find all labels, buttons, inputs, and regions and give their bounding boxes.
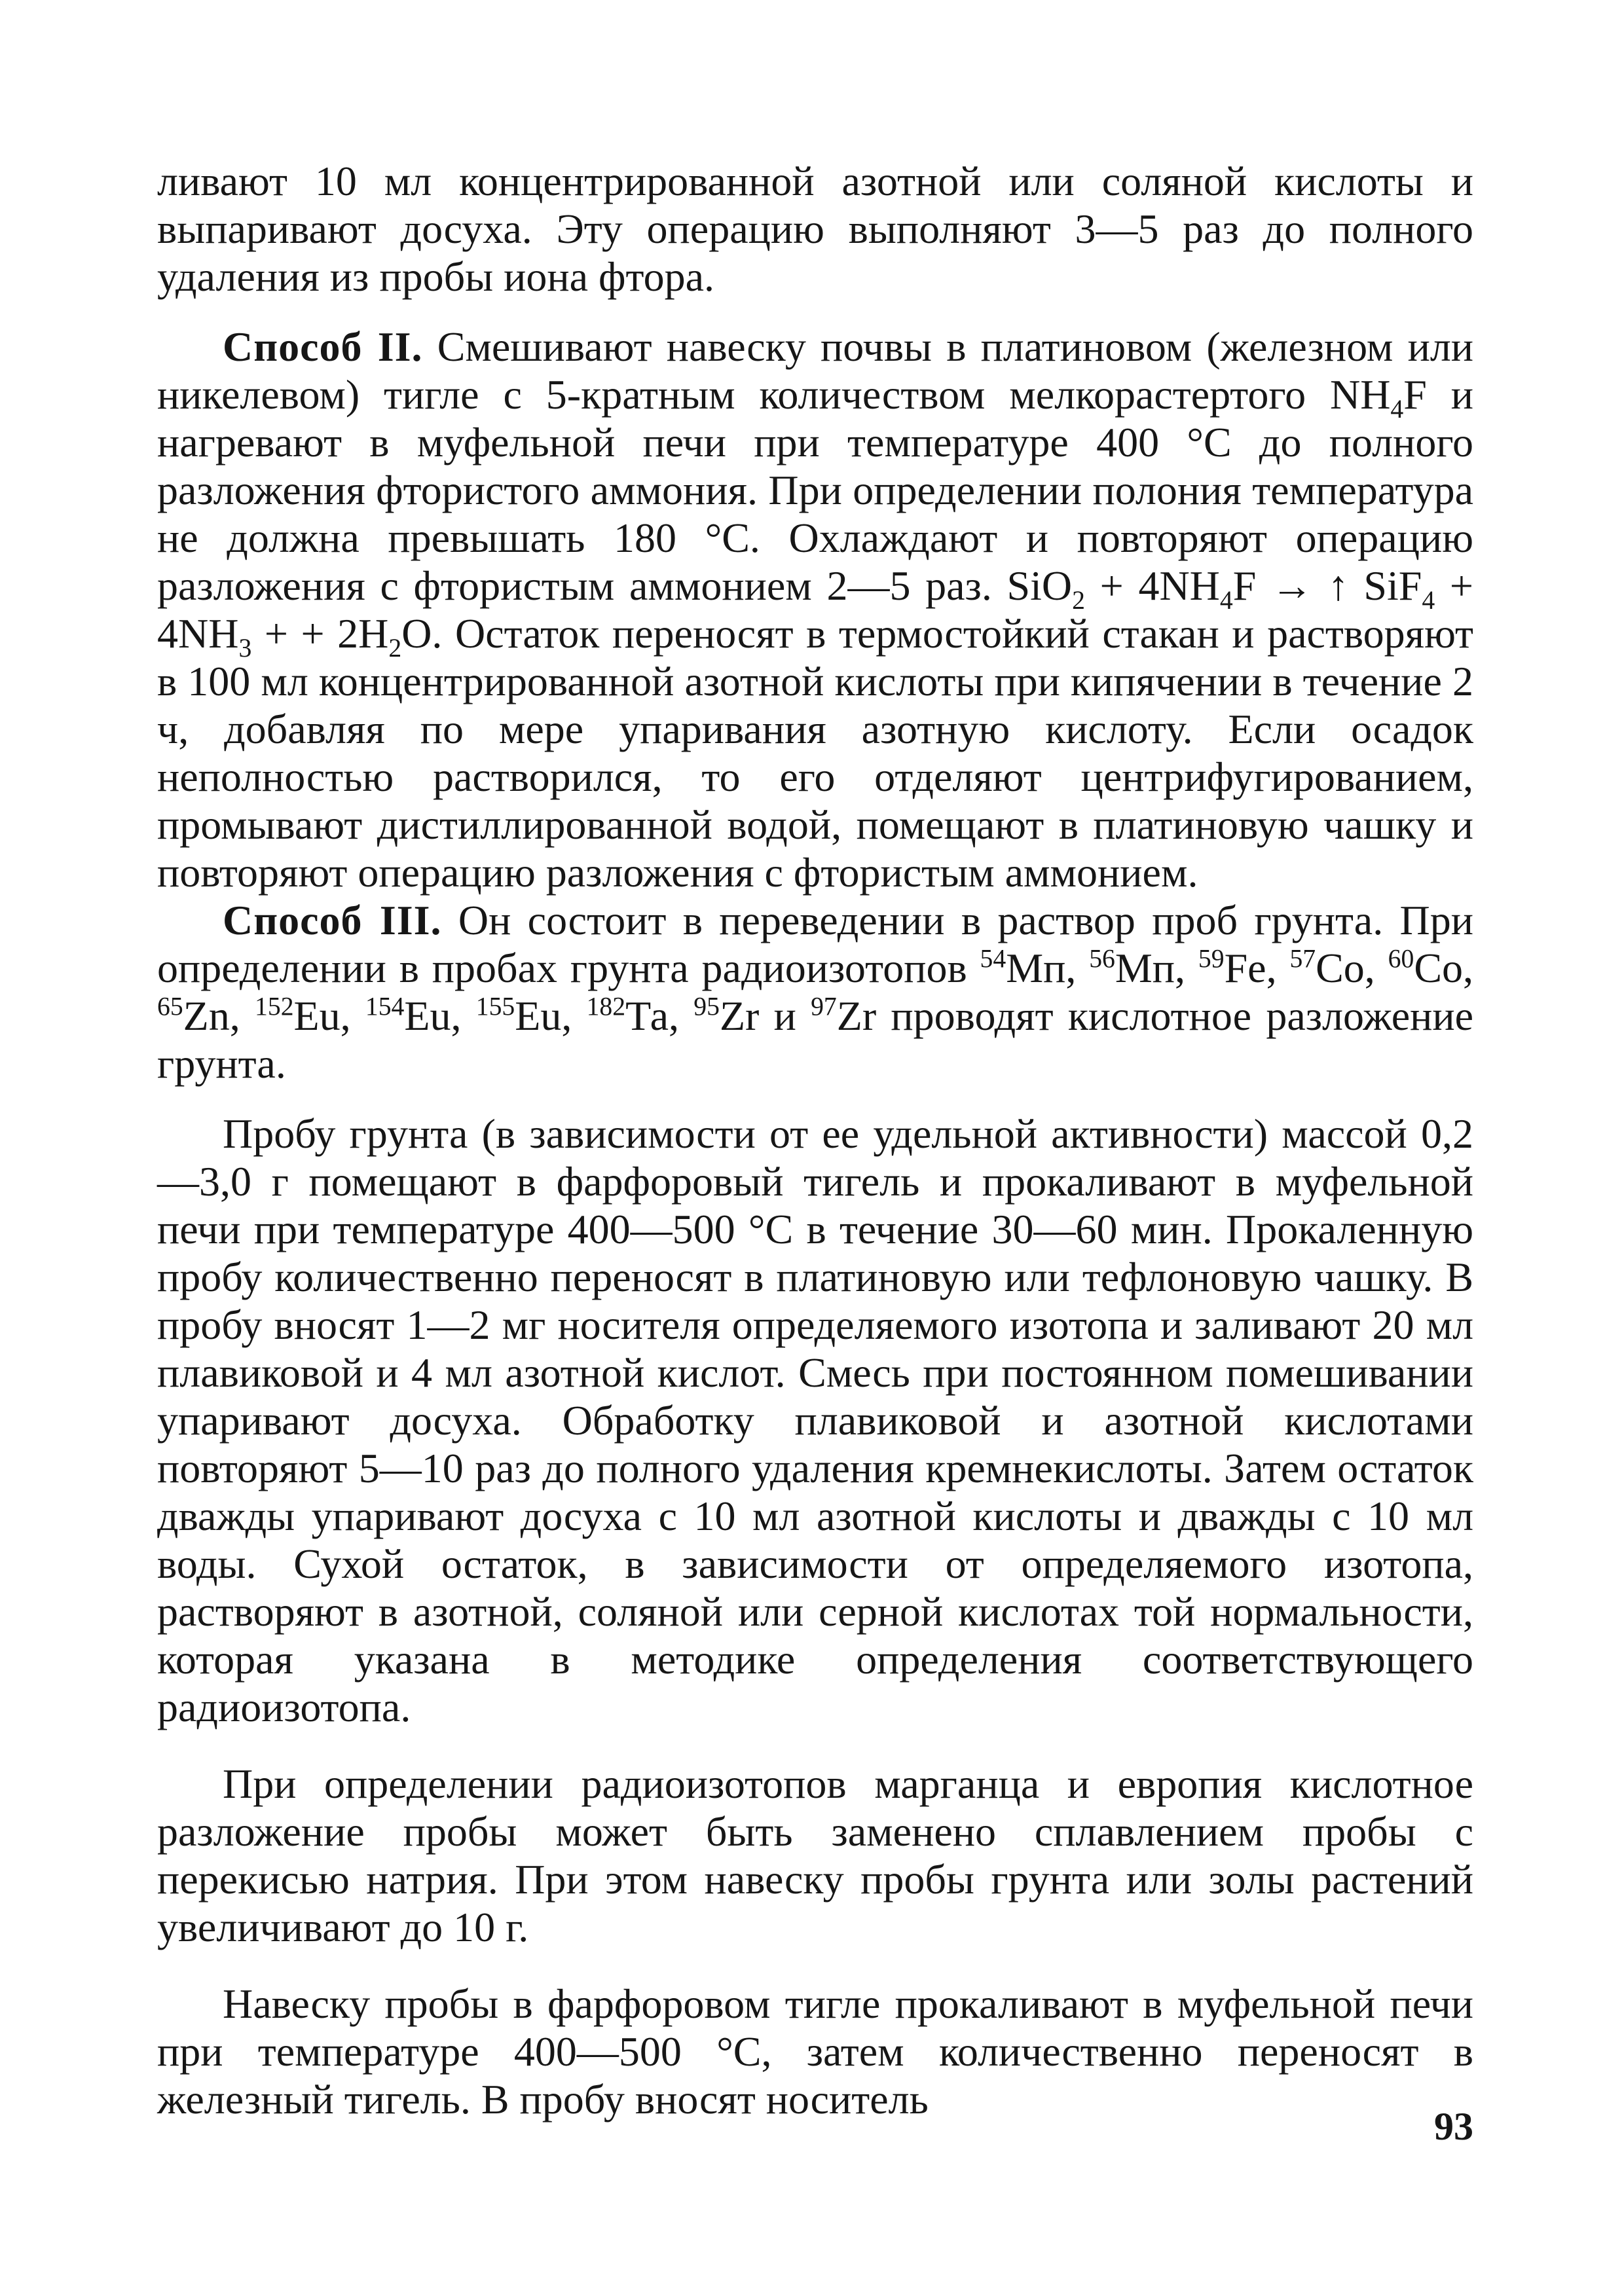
isotope-mn: Мп, <box>1006 945 1090 991</box>
isotope-eu: Eu, <box>515 993 587 1039</box>
page-number: 93 <box>1434 2105 1473 2148</box>
paragraph-1-text: ливают 10 мл концентрированной азотной или соляной кислоты и выпаривают досуха. Эту операцию выполняют 3—5 раз до полного удаления из пробы иона фтора. <box>157 158 1473 300</box>
isotope-mass-56: 56 <box>1089 944 1115 974</box>
isotope-mass-57: 57 <box>1289 944 1316 974</box>
isotope-mass-60: 60 <box>1388 944 1414 974</box>
subscript-4: 4 <box>1219 585 1233 615</box>
method-3-heading: Способ III. <box>223 897 442 943</box>
paragraph-6-text: Навеску пробы в фарфоровом тигле прокаливают в муфельной печи при температуре 400—500 °С, затем количественно переносят в железный тигель. В пробу вносят носитель <box>157 1980 1473 2123</box>
subscript-2: 2 <box>1072 585 1085 615</box>
isotope-zr: Zr и <box>719 993 811 1039</box>
method-2-text-part-5: + 4NH <box>157 562 1474 657</box>
method-2-text-part-3: + 4NH <box>1084 562 1220 609</box>
isotope-co: Co, <box>1316 945 1388 991</box>
isotope-mass-65: 65 <box>157 992 183 1021</box>
isotope-eu: Eu, <box>293 993 365 1039</box>
paragraph-method-2 <box>157 323 1473 896</box>
subscript-3: 3 <box>238 633 252 663</box>
isotope-eu: Eu, <box>404 993 476 1039</box>
isotope-mass-154: 154 <box>365 992 405 1021</box>
paragraph-5 <box>157 1760 1473 1951</box>
isotope-mass-97: 97 <box>811 992 837 1021</box>
document-page <box>157 157 1473 2123</box>
subscript-4: 4 <box>1390 394 1404 424</box>
isotope-zr: Zr <box>836 993 877 1039</box>
method-2-text-part-6: + + 2H <box>251 610 389 657</box>
paragraph-4-text: Пробу грунта (в зависимости от ее удельной активности) массой 0,2—3,0 г помещают в фарфоровый тигель и прокаливают в муфельной печи при температуре 400—500 °С в течение 30—60 мин. Прокаленную пробу количественно переносят в платиновую или тефлоновую чашку. В пробу вносят 1—2 мг носителя определяемого изотопа и заливают 20 мл плавиковой и 4 мл азотной кислот. Смесь при постоянном помешивании упаривают досуха. Обработку плавиковой и азотной кислотами повторяют 5—10 раз до полного удаления кремнекислоты. Затем остаток дважды упаривают досуха с 10 мл азотной кислоты и дважды с 10 мл воды. Сухой остаток, в зависимости от определяемого изотопа, растворяют в азотной, соляной или серной кислотах той нормальности, которая указана в методике определения соответствующего радиоизотопа. <box>157 1110 1473 1730</box>
method-2-text-part-2: F и нагревают в муфельной печи при температуре 400 °С до полного разложения фтористого аммония. При определении полония температура не должна превышать 180 °С. Охлаждают и повторяют операцию разложения с фтористым аммонием 2—5 раз. SiO <box>157 371 1474 609</box>
subscript-2: 2 <box>388 633 402 663</box>
paragraph-6 <box>157 1980 1473 2123</box>
isotope-ta: Та, <box>625 993 694 1039</box>
method-2-text-part-1: Смешивают навеску почвы в платиновом (железном или никелевом) тигле с 5-кратным количеством мелкорастертого NH <box>157 323 1474 418</box>
isotope-mass-59: 59 <box>1198 944 1225 974</box>
isotope-mn: Мп, <box>1115 945 1198 991</box>
isotope-zn: Zn, <box>183 993 255 1039</box>
method-3-text-part-1: Он состоит в переведении в раствор проб грунта. При определении в пробах грунта радиоизотопов <box>157 897 1473 991</box>
isotope-mass-152: 152 <box>255 992 294 1021</box>
paragraph-1 <box>157 157 1473 301</box>
isotope-mass-155: 155 <box>475 992 515 1021</box>
subscript-4: 4 <box>1422 585 1435 615</box>
isotope-mass-95: 95 <box>693 992 720 1021</box>
paragraph-5-text: При определении радиоизотопов марганца и европия кислотное разложение пробы может быть заменено сплавлением пробы с перекисью натрия. При этом навеску пробы грунта или золы растений увеличивают до 10 г. <box>157 1760 1473 1950</box>
method-2-text-part-4: F → ↑ SiF <box>1232 562 1422 609</box>
isotope-fe: Fe, <box>1224 945 1290 991</box>
method-2-text-part-7: O. Остаток переносят в термостойкий стакан и растворяют в 100 мл концентрированной азотной кислоты при кипячении в течение 2 ч, добавляя по мере упаривания азотную кислоту. Если осадок неполностью растворился, то его отделяют центрифугированием, промывают дистиллированной водой, помещают в платиновую чашку и повторяют операцию разложения с фтористым аммонием. <box>157 610 1474 896</box>
paragraph-method-3 <box>157 896 1473 1087</box>
isotope-mass-54: 54 <box>980 944 1006 974</box>
paragraph-4 <box>157 1110 1473 1731</box>
isotope-mass-182: 182 <box>586 992 626 1021</box>
method-3-text-part-2: проводят кислотное разложение грунта. <box>157 993 1474 1087</box>
method-2-heading: Способ II. <box>223 323 423 370</box>
isotope-co: Co, <box>1414 945 1474 991</box>
